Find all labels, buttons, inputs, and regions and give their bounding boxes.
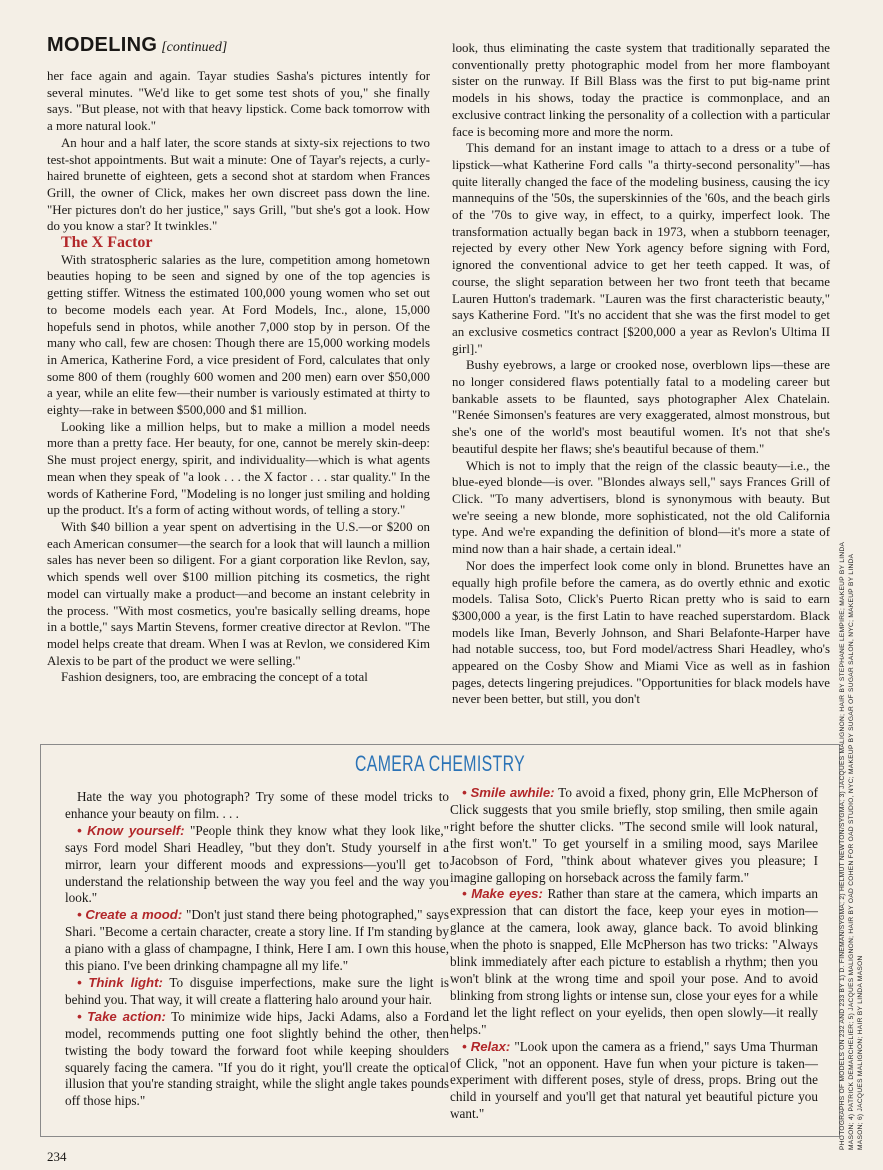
- tip-label: Think light:: [88, 974, 163, 990]
- bullet-icon: •: [462, 886, 467, 902]
- tip-item: [65, 907, 449, 975]
- section-title: MODELING: [47, 34, 158, 56]
- tip-label: Smile awhile:: [470, 785, 555, 800]
- tip-text: To disguise imperfections, make sure the light is behind you. That way, it will create a flattering halo around your hair.: [65, 974, 449, 1007]
- continued-label: [continued]: [161, 40, 228, 55]
- tip-label: Take action:: [87, 1008, 166, 1024]
- tip-label: Relax:: [470, 1038, 511, 1054]
- bullet-icon: •: [462, 1038, 467, 1054]
- paragraph: look, thus eliminating the caste system that traditionally separated the conventionally pretty photographic model from her more flamboyant sister on the runway. If Bill Blass was the first to put big-name print models in his shows, today the practice is commonplace, and an exclusive contract linking the personality of a collection with a particular face is becoming more and more the norm.: [452, 41, 830, 139]
- tip-text: "Don't just stand there being photographed," says Shari. "Become a certain character, create a story line. If I'm standing by a piano with a glass of champagne, I think, Here I am. I own this house, this piano. I've been drinking champagne all my life.": [65, 907, 450, 974]
- tip-text: To avoid a fixed, phony grin, Elle McPherson of Click suggests that you smile briefly, stop smiling, then smile again right before the shutter clicks. "The second smile will look natural, the first won't." To get yourself in a smiling mood, says Marilee Jacobson of Ford, "think about whatever gives you pleasure; I imagine galloping on horseback across the family farm.": [450, 785, 818, 885]
- tip-text: Rather than stare at the camera, which imparts an expression that can distort the face, keep your eyes in motion—glance at the camera, look away, glance back. To avoid blinking when the photo is snapped, Elle McPherson has two tricks: "Always blink immediately after each picture to establish a rhythm; then you won't blink at the wrong time and spoil your pose. And to avoid blinking from strong lights or intense sun, close your eyes for a while and let the light reflect on your eyelids, then open slowly—it really helps.": [450, 886, 819, 1037]
- bullet-icon: •: [77, 822, 82, 838]
- subheading: The X Factor: [61, 234, 153, 252]
- paragraph: Fashion designers, too, are embracing the concept of a total: [61, 670, 368, 685]
- page-number: 234: [47, 1149, 67, 1164]
- tip-label: Make eyes:: [471, 886, 543, 902]
- bullet-icon: •: [462, 785, 467, 800]
- bullet-icon: •: [77, 1008, 82, 1024]
- paragraph: Bushy eyebrows, a large or crooked nose, overblown lips—these are no longer considered flaws potentially fatal to a modeling career but bankable assets to be flaunted, says photographer Alex Chatelain. "Renée Simonsen's features are very exaggerated, almost monstrous, but she's one of the world's most beautiful women. It's not that she's beautiful despite her flaws; she's beautiful because of them.": [452, 358, 830, 456]
- paragraph: her face again and again. Tayar studies Sasha's pictures intently for several minutes. "We'd like to get some test shots of you," she finally says. "But please, not with that heavy lipstick. Come back tomorrow with a more natural look.": [47, 69, 430, 134]
- photo-credit: PHOTOGRAPHS OF MODELS ON 232 AND 233 BY 1) D. FINEMAN/SYGMA; 2) HELMUT NEWTON/SYGMA; 3) JACQUES MALIGNON; HAIR BY STEPHANE LEMPIRE; MAKEUP BY LINDA MASON; 4) PATRICK DEMARCHELIER; 5) JACQUES MALIGNON; HAIR BY OAD COHEN FOR OAD STUDIO, NYC; MAKEUP BY SUGAR OF SUGAR SALON, NYC; MAKEUP BY LINDA MASON; 6) JACQUES MALIGNON; HAIR BY LINDA MASON: [839, 542, 864, 1150]
- paragraph: With stratospheric salaries as the lure, competition among hometown beauties hoping to be seen and signed by one of the top agencies is getting stiffer. Witness the estimated 100,000 young women who set out to become models each year. At Ford Models, Inc., alone, 15,000 hopefuls send in photos, while another 7,000 stop by in person. Of the many who call, few are chosen: Though there are 15,000 working models in America, Katherine Ford, a vice president of Ford, calculates that only some 800 of them (roughly 600 women and 200 men) earn over $50,000 a year, while an elite few—their number is variously estimated at thirty to eighty—rake in between $500,000 and $1 million.: [47, 252, 430, 418]
- paragraph: This demand for an instant image to attach to a dress or a tube of lipstick—what Katherine Ford calls "a thirty-second personality"—has quite literally changed the face of the modeling business, causing the icy mannequins of the '50s, the superskinnies of the '60s, and the beach girls of the '70s to give way, in effect, to a quirky, imperfect look. The transformation actually began back in 1973, when a stubborn teenager, rejected by every other New York agency before signing with Ford, ignored the conventional advice to get her teeth capped. It was, of course, the slight separation between her two front teeth that became Lauren Hutton's trademark. "Lauren was the first characteristic beauty," says Katherine Ford. "It's no accident that she was the first model to get an exclusive cosmetics contract [$200,000 a year as Revlon's Ultima II girl].": [452, 141, 830, 356]
- paragraph: Looking like a million helps, but to make a million a model needs more than a pretty face. Her beauty, for one, cannot be merely skin-deep: She must project energy, spirit, and individuality—which is what agents mean when they speak of "a look . . . the X factor . . . star quality." In the words of Katherine Ford, "Modeling is no longer just smiling and holding up the product. It's a form of acting without words, of telling a story.": [47, 419, 430, 518]
- bullet-icon: •: [77, 907, 82, 923]
- tip-text: "People think they know what they look like," says Ford model Shari Headley, "but they don't. Study yourself in a mirror, learn your different moods and expressions—you'll get to understand the relationship between the way you feel and the way you look.": [65, 822, 450, 906]
- tip-text: "Look upon the camera as a friend," says Uma Thurman of Click, "not an opponent. Have fun when your picture is taken—experiment with different poses, style of dress, props. Bring out the child in yourself and you'll get that natural yet beautiful picture you want.": [450, 1038, 818, 1122]
- page-header: [47, 34, 427, 60]
- tip-item: [65, 1009, 449, 1110]
- tip-label: Know yourself:: [87, 822, 185, 838]
- sidebar-column-right: [450, 785, 818, 1123]
- tip-text: To minimize wide hips, Jacki Adams, also a Ford model, recommends putting one foot slightly behind the other, then twisting the body toward the forward foot while keeping shoulders squarely facing the camera. "If you do it right, you'll create the optical illusion that you're standing straight, while the slight angle takes pounds off those hips.": [65, 1008, 449, 1109]
- tip-item: [450, 785, 818, 886]
- sidebar-box-camera-chemistry: [40, 744, 840, 1137]
- paragraph: An hour and a half later, the score stands at sixty-six rejections to two test-shot appointments. But wait a minute: One of Tayar's rejects, a curly-haired brunette of eighteen, gets a second shot at stardom when Frances Grill, the owner of Click, makes her own discreet pass down the line. "Her pictures don't do her justice," says Grill, "but she's got a look. How do you know a star? It twinkles.": [47, 135, 430, 234]
- sidebar-title: CAMERA CHEMISTRY: [354, 751, 526, 776]
- tip-item: [450, 1039, 818, 1124]
- paragraph: Nor does the imperfect look come only in blond. Brunettes have an equally high profile before the camera, as do overtly ethnic and exotic models. Talisa Soto, Click's Puerto Rican pretty who is said to earn $300,000 a year, is the first Latin to have reached superstardom. Black models like Iman, Beverly Johnson, and Shari Belafonte-Harper have had notable success, too, but Ford model/actress Shari Headley, who's appeared on the Cosby Show and Miami Vice as well as in fashion pages, detects lingering prejudices. "Opportunities for black models have never been better, but still, you don't: [452, 558, 830, 707]
- article-column-left: [47, 68, 430, 686]
- sidebar-column-left: [65, 789, 449, 1110]
- article-column-right: [452, 40, 830, 708]
- tip-item: [65, 975, 449, 1009]
- tip-label: Create a mood:: [85, 907, 183, 923]
- bullet-icon: •: [77, 974, 82, 990]
- paragraph: Which is not to imply that the reign of the classic beauty—i.e., the blue-eyed blonde—is over. "Blondes always sell," says Frances Grill of Click. "To many advertisers, blond is synonymous with beauty. But we're seeing a new blonde, more sophisticated, not the old California type. And we're expanding the definition of blond—it's more a state of mind now than a hair shade, a certain ideal.": [452, 458, 830, 557]
- paragraph: With $40 billion a year spent on advertising in the U.S.—or $200 on each American consumer—the search for a look that will launch a million sales has never been so diligent. For a giant corporation like Revlon, say, which spends well over $100 million pitching its cosmetics, the right model can virtually make a product—and become an instant celebrity in the process. "With most cosmetics, you're basically selling dreams, hope in a bottle," says Martin Stevens, former creative director at Revlon. "The model helps create that dream. When I was at Revlon, we considered Kim Alexis to be part of the product we were selling.": [47, 519, 430, 668]
- tip-item: [450, 886, 818, 1038]
- tip-item: [65, 823, 449, 908]
- sidebar-intro: Hate the way you photograph? Try some of these model tricks to enhance your beauty on film. . . .: [65, 789, 449, 821]
